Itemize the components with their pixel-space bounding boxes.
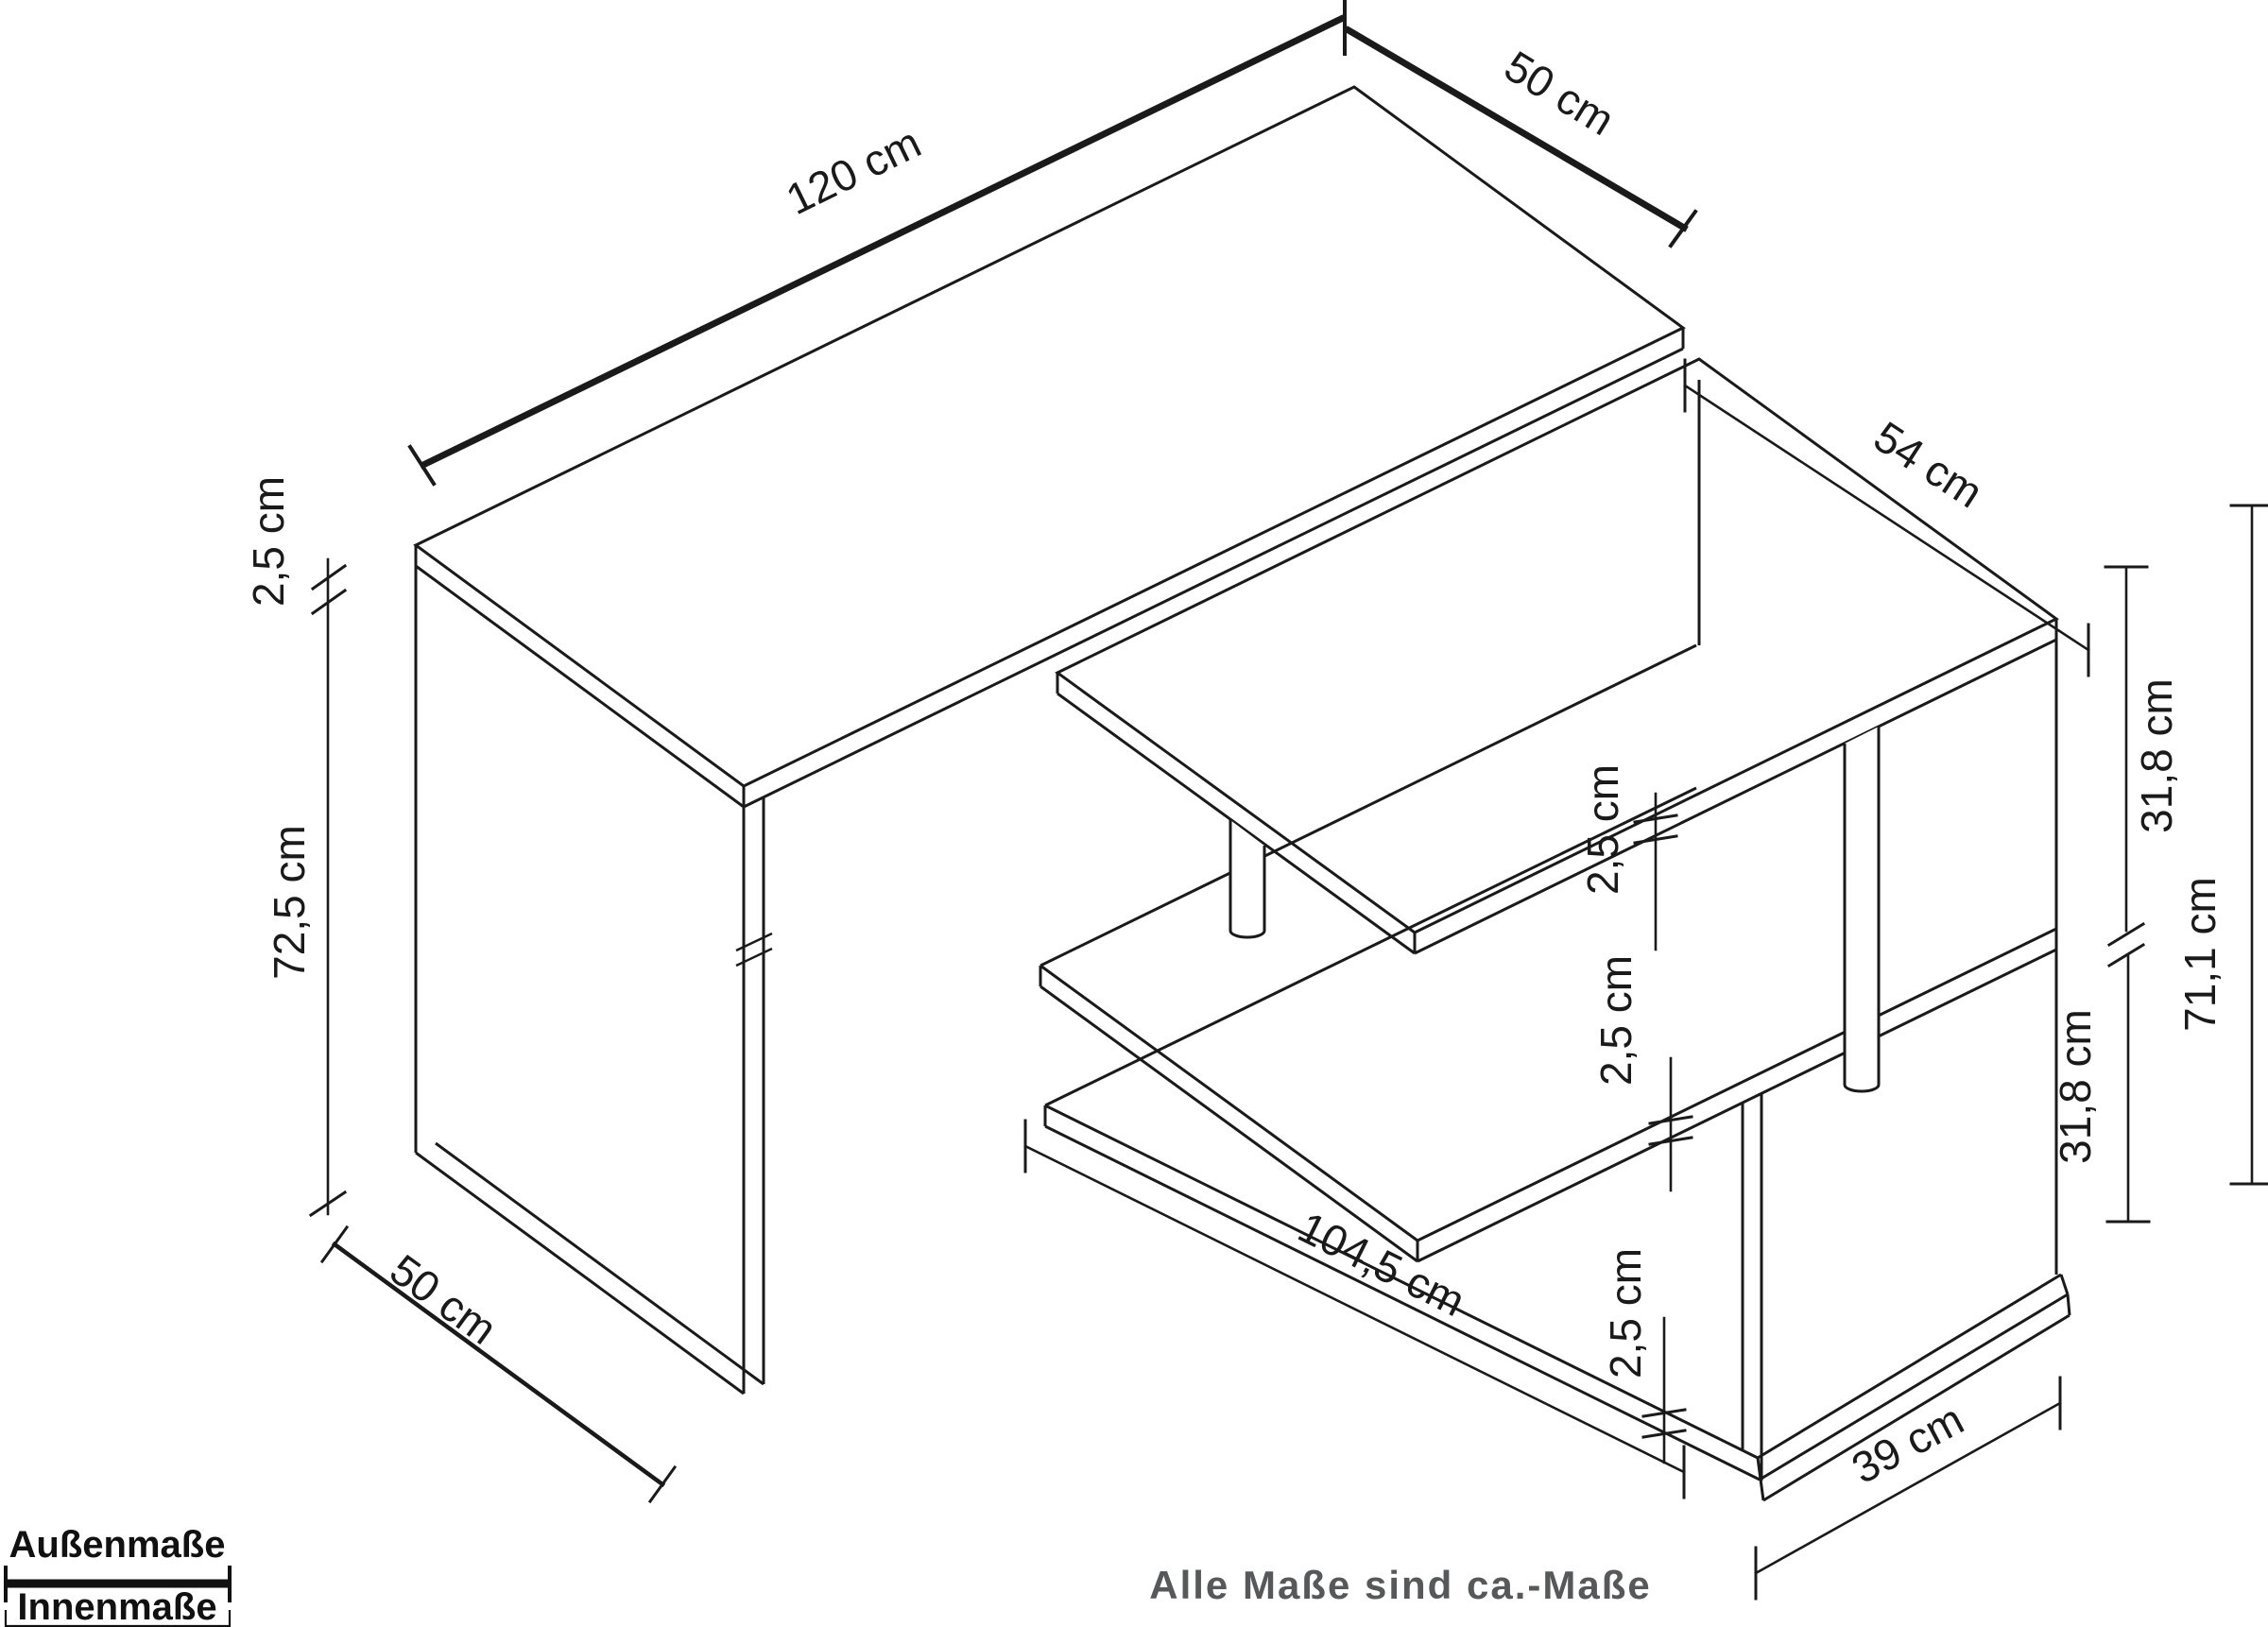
dim-gap-upper-318	[2105, 567, 2181, 966]
label-unit-depth: 104,5 cm	[1290, 1202, 1473, 1327]
dim-unit-depth-1045	[1025, 1121, 1684, 1498]
dim-top-depth-50	[1349, 30, 1695, 246]
label-gap-lower: 31,8 cm	[2051, 1009, 2100, 1164]
label-top-length: 120 cm	[778, 117, 929, 225]
side-panel-edges	[416, 566, 764, 1394]
dim-shelf-thickness	[1578, 764, 1676, 950]
legend-inner-label: Innenmaße	[17, 1586, 217, 1627]
label-height-left: 72,5 cm	[265, 825, 314, 980]
cabinet-and-bottom-shelf-edges	[1045, 788, 2070, 1500]
dim-line-120	[423, 19, 1341, 465]
label-unit-height: 71,1 cm	[2175, 877, 2225, 1032]
dim-top-length-120	[410, 0, 1345, 484]
desktop-thickness-edges	[416, 328, 1683, 807]
label-shelf-thickness: 2,5 cm	[1578, 763, 1627, 896]
tube-leg-left-fill	[1230, 820, 1264, 937]
desk-structure	[416, 87, 2070, 1500]
side-panel-break-mark	[736, 933, 772, 966]
label-shelf-depth: 54 cm	[1865, 411, 1992, 518]
dim-ticks-unit-height	[2231, 505, 2268, 1184]
label-cabinet-width: 39 cm	[1843, 1394, 1971, 1494]
label-top-thickness: 2,5 cm	[244, 475, 293, 608]
footnote-text: Alle Maße sind ca.-Maße	[1149, 1563, 1652, 1607]
legend-outer-label: Außenmaße	[9, 1524, 226, 1566]
dim-gap-lower-318	[2051, 954, 2149, 1222]
dim-middle-thickness	[1591, 955, 1692, 1190]
middle-shelf-edges	[1040, 645, 2056, 1261]
label-gap-upper: 31,8 cm	[2132, 678, 2181, 833]
dim-tick-50-top	[1671, 212, 1695, 246]
tube-leg-right-fill	[1845, 727, 1879, 1091]
label-side-depth: 50 cm	[381, 1244, 507, 1354]
label-bottom-thickness: 2,5 cm	[1601, 1247, 1650, 1379]
label-middle-thickness: 2,5 cm	[1591, 954, 1641, 1087]
desktop-top-face	[416, 87, 1683, 786]
label-top-depth: 50 cm	[1496, 41, 1624, 146]
dim-shelf-depth-54	[1685, 360, 2088, 676]
legend	[6, 1524, 230, 1627]
dim-unit-height-711	[2175, 505, 2268, 1184]
dim-side-depth-50	[322, 1227, 675, 1501]
dim-left-thickness-and-height	[244, 476, 345, 1215]
dim-bottom-thickness	[1601, 1248, 1685, 1463]
dim-cabinet-width-39	[1756, 1378, 2060, 1599]
